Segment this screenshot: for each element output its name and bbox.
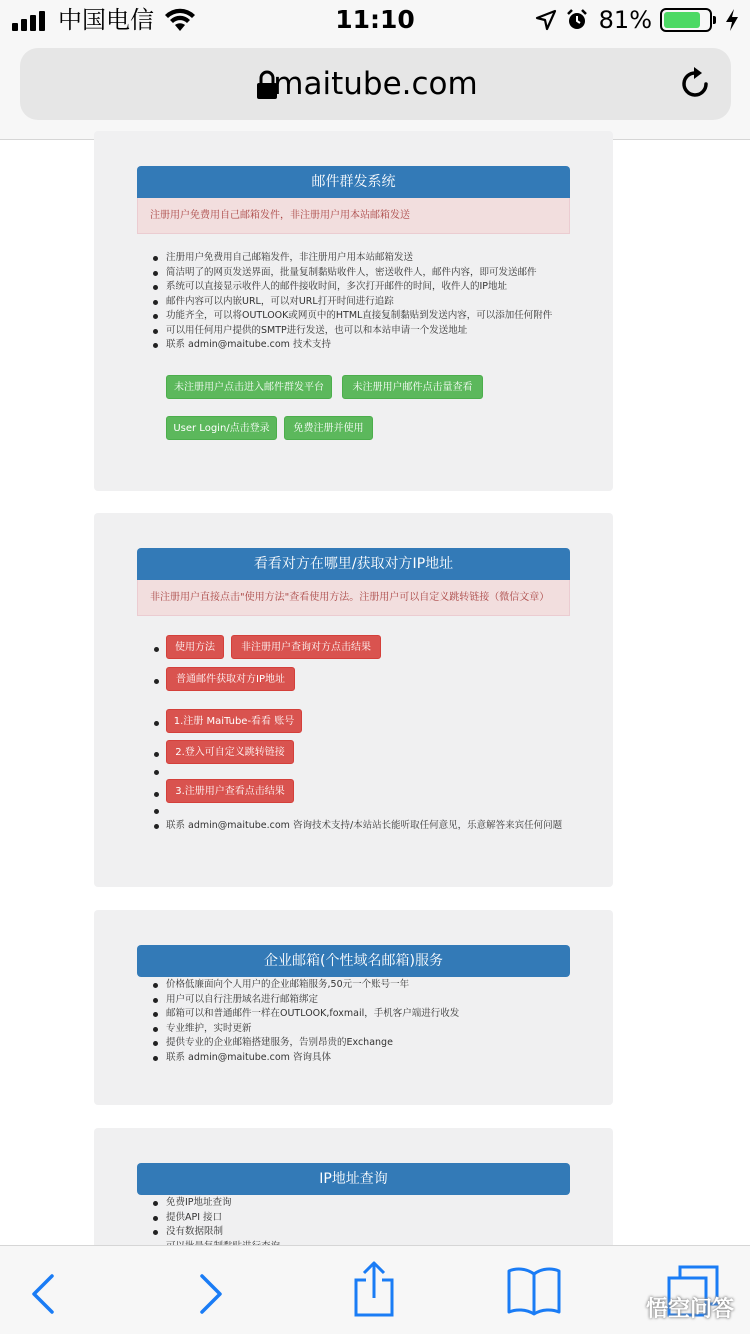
battery-percent: 81% xyxy=(598,6,652,34)
list-item: 专业维护，实时更新 xyxy=(166,1022,566,1037)
status-bar xyxy=(0,0,750,40)
location-arrow-icon xyxy=(535,9,557,31)
browser-header xyxy=(0,40,750,140)
mail-get-ip-button[interactable]: 普通邮件获取对方IP地址 xyxy=(166,667,295,691)
panel-title-enterprise-mail: 企业邮箱(个性域名邮箱)服务 xyxy=(137,945,570,977)
panel-title-ip-track: 看看对方在哪里/获取对方IP地址 xyxy=(137,548,570,580)
battery-level-fill xyxy=(664,12,700,28)
carrier-name: 中国电信 xyxy=(58,6,154,34)
watermark: 悟空问答 xyxy=(645,1297,734,1322)
enter-mail-platform-button[interactable]: 未注册用户点击进入邮件群发平台 xyxy=(166,375,332,399)
address-bar[interactable] xyxy=(20,48,731,120)
list-item: 可以用任何用户提供的SMTP进行发送，也可以和本站申请一个发送地址 xyxy=(166,324,566,339)
free-register-button[interactable]: 免费注册并使用 xyxy=(284,416,373,440)
query-click-result-button[interactable]: 非注册用户查询对方点击结果 xyxy=(231,635,381,659)
login-step2-button[interactable]: 2.登入可自定义跳转链接 xyxy=(166,740,294,764)
register-step1-button[interactable]: 1.注册 MaiTube-看看 账号 xyxy=(166,709,302,733)
list-item: 用户可以自行注册域名进行邮箱绑定 xyxy=(166,993,566,1008)
bullet-dot xyxy=(154,647,159,652)
web-content xyxy=(0,141,750,1245)
clock: 11:10 xyxy=(335,5,415,34)
user-login-button[interactable]: User Login/点击登录 xyxy=(166,416,277,440)
alert-ip-track: 非注册用户直接点击"使用方法"查看使用方法。注册用户可以自定义跳转链接（微信文章） xyxy=(137,580,570,616)
list-item: 免费IP地址查询 xyxy=(166,1196,566,1211)
list-item: 提供专业的企业邮箱搭建服务，告别昂贵的Exchange xyxy=(166,1036,566,1051)
status-right xyxy=(527,6,740,34)
ip-track-contact: 联系 admin@maitube.com 咨询技术支持/本站站长能听取任何意见，乐意解答来宾任何问题 xyxy=(166,820,563,831)
alert-mail: 注册用户免费用自己邮箱发件，非注册用户用本站邮箱发送 xyxy=(137,198,570,234)
panel-title-mail: 邮件群发系统 xyxy=(137,166,570,198)
list-item: 提供API 接口 xyxy=(166,1211,566,1226)
panel-mail-system xyxy=(94,131,613,491)
panel-ip-track xyxy=(94,513,613,887)
view-result-step3-button[interactable]: 3.注册用户查看点击结果 xyxy=(166,779,294,803)
panel-title-ip-lookup: IP地址查询 xyxy=(137,1163,570,1195)
bullet-dot xyxy=(154,679,159,684)
list-item: 联系 admin@maitube.com 技术支持 xyxy=(166,338,566,353)
list-item: 邮箱可以和普通邮件一样在OUTLOOK,foxmail，手机客户端进行收发 xyxy=(166,1007,566,1022)
reload-icon[interactable] xyxy=(679,66,713,102)
enterprise-mail-list xyxy=(166,978,566,1065)
bookmarks-icon[interactable] xyxy=(506,1266,562,1316)
panel-enterprise-mail xyxy=(94,910,613,1105)
list-item: 系统可以直接显示收件人的邮件接收时间，多次打开邮件的时间，收件人的IP地址 xyxy=(166,280,566,295)
back-icon[interactable] xyxy=(30,1274,56,1314)
battery-icon xyxy=(660,8,712,32)
list-item: 价格低廉面向个人用户的企业邮箱服务,50元一个账号一年 xyxy=(166,978,566,993)
bullet-dot xyxy=(154,752,159,757)
charging-bolt-icon xyxy=(724,8,740,32)
bullet-dot xyxy=(154,809,159,814)
bullet-dot xyxy=(154,721,159,726)
list-item: 功能齐全，可以将OUTLOOK或网页中的HTML直接复制黏贴到发送内容，可以添加任何附件 xyxy=(166,309,566,324)
browser-toolbar xyxy=(0,1245,750,1334)
usage-button[interactable]: 使用方法 xyxy=(166,635,224,659)
mail-feature-list xyxy=(166,251,566,353)
share-icon[interactable] xyxy=(352,1260,396,1318)
list-item: 注册用户免费用自己邮箱发件，非注册用户用本站邮箱发送 xyxy=(166,251,566,266)
forward-icon[interactable] xyxy=(198,1274,224,1314)
url-text: maitube.com xyxy=(273,66,478,102)
bullet-dot xyxy=(154,824,159,829)
bullet-dot xyxy=(154,792,159,797)
alarm-icon xyxy=(565,8,589,32)
view-mail-clicks-button[interactable]: 未注册用户邮件点击量查看 xyxy=(342,375,483,399)
list-item: 邮件内容可以内嵌URL，可以对URL打开时间进行追踪 xyxy=(166,295,566,310)
list-item: 没有数据限制 xyxy=(166,1225,566,1240)
list-item: 简洁明了的网页发送界面，批量复制黏贴收件人，密送收件人，邮件内容，即可发送邮件 xyxy=(166,266,566,281)
bullet-dot xyxy=(154,770,159,775)
list-item: 联系 admin@maitube.com 咨询具体 xyxy=(166,1051,566,1066)
